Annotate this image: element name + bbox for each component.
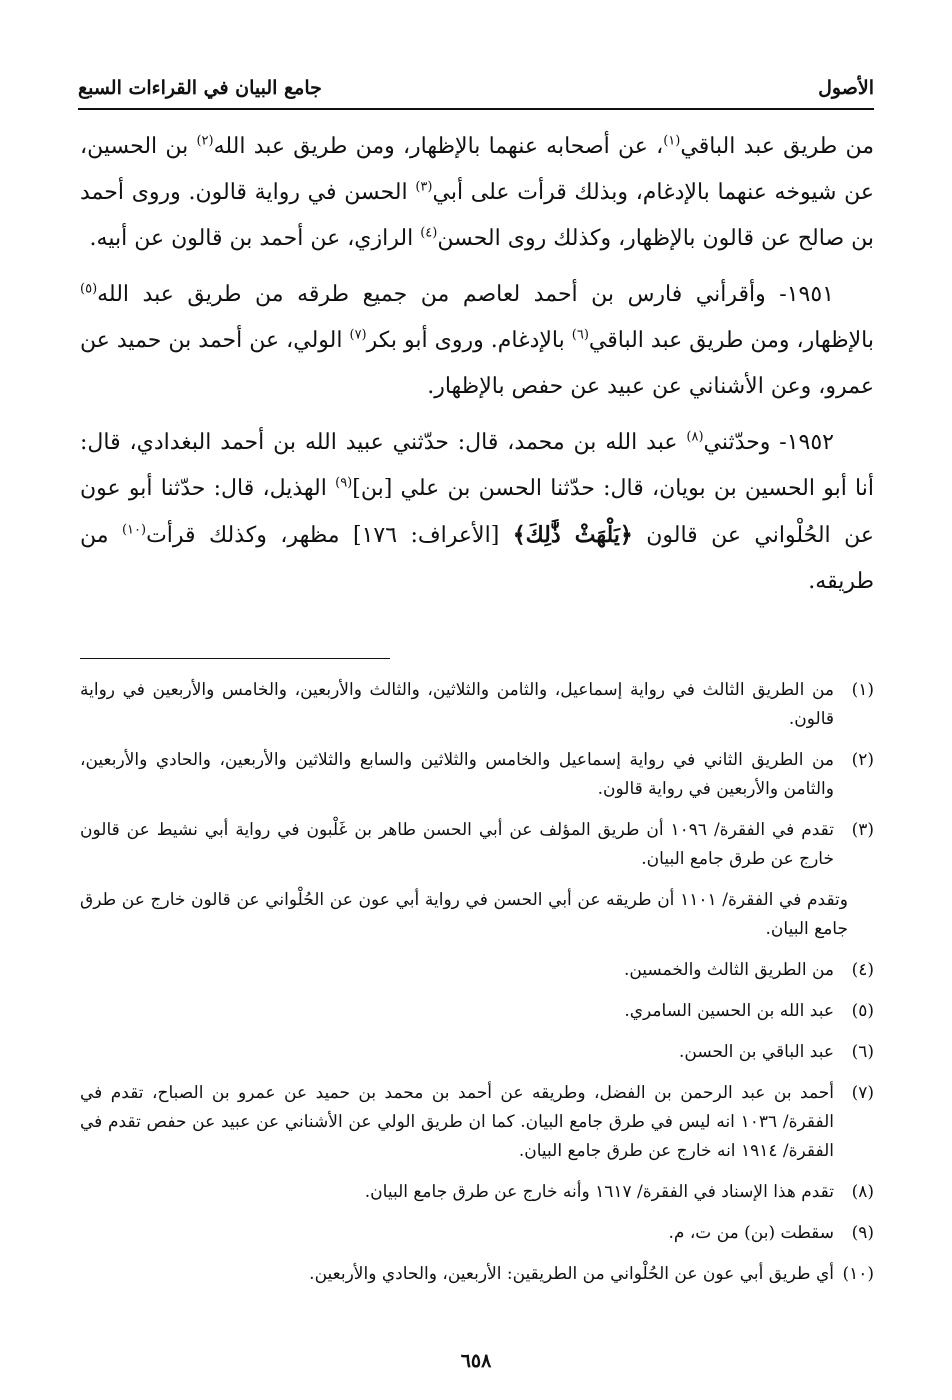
text-run: ، عن أصحابه عنهما بالإظهار، ومن طريق عبد الله	[213, 134, 664, 159]
text-run: الهذيل، قال: حدّثنا أبو عون عن الحُلْواني عن قالون	[80, 476, 874, 548]
footnote-text: عبد الله بن الحسين السامري.	[624, 1001, 834, 1021]
footnote-text: سقطت (بن) من ت، م.	[668, 1223, 834, 1243]
footnote-ref: (٩)	[335, 475, 353, 491]
footnote-text: وتقدم في الفقرة/ ١١٠١ أن طريقه عن أبي الحسن في رواية أبي عون عن الحُلْواني عن قالون خارج عن طرق جامع البيان.	[80, 890, 848, 939]
text-run: من طريق عبد الباقي	[680, 134, 874, 159]
book-title: جامع البيان في القراءات السبع	[78, 77, 322, 99]
footnotes	[80, 676, 874, 1301]
footnote-number: (٧)	[851, 1083, 874, 1103]
footnote	[80, 1038, 874, 1067]
text-run: [الأعراف: ١٧٦] مظهر، وكذلك قرأت	[146, 523, 513, 548]
running-header	[78, 70, 874, 106]
footnote-number: (٤)	[851, 960, 874, 980]
text-run: بن الحسين، عن شيوخه عنهما بالإدغام، وبذلك قرأت على أبي	[80, 134, 874, 205]
footnote-ref: (٤)	[420, 225, 438, 241]
footnote-ref: (٨)	[686, 429, 704, 445]
quran-verse: ﴿يَلْهَثْ ذَّٰلِكَ﴾	[512, 522, 633, 548]
footnote-text: تقدم في الفقرة/ ١٠٩٦ أن طريق المؤلف عن أبي الحسن طاهر بن غَلْبون في رواية أبي نشيط عن قالون خارج عن طرق جامع البيان.	[80, 820, 834, 869]
text-run: من طريقه.	[80, 523, 874, 594]
footnote	[80, 1219, 874, 1248]
paragraph-1	[80, 124, 874, 262]
footnote	[80, 676, 874, 734]
footnote	[80, 746, 874, 804]
footnote-ref: (٣)	[415, 179, 433, 195]
footnote-number: (٥)	[851, 1001, 874, 1021]
text-run: ١٩٥١- وأقرأني فارس بن أحمد لعاصم من جميع طرقه من طريق عبد الله	[97, 282, 834, 307]
footnote-ref: (١)	[663, 133, 681, 149]
footnote-text: من الطريق الثالث والخمسين.	[623, 960, 834, 980]
footnote-number: (١٠)	[842, 1264, 874, 1284]
text-run: بالإدغام. وروى أبو بكر	[366, 328, 572, 353]
footnote	[80, 956, 874, 985]
footnote-number: (٣)	[851, 820, 874, 840]
footnote-number: (٩)	[851, 1223, 874, 1243]
footnote-text: أحمد بن عبد الرحمن بن الفضل، وطريقه عن أحمد بن محمد بن حميد عن عمرو بن الصباح، تقدم في الفقرة/ ١٠٣٦ انه ليس في طرق جامع البيان. كما ان طريق الولي عن الأشناني عن عبيد عن حفص تقدم في الفقرة/ ١٩١٤ انه خارج عن طرق جامع البيان.	[80, 1083, 834, 1161]
footnote-text: أي طريق أبي عون عن الحُلْواني من الطريقين: الأربعين، والحادي والأربعين.	[309, 1264, 834, 1284]
footnote-text: من الطريق الثاني في رواية إسماعيل والخامس والثلاثين والسابع والثلاثين والأربعين، والحادي والأربعين، والثامن والأربعين في رواية قالون.	[80, 750, 834, 799]
footnote-ref: (٧)	[349, 327, 367, 343]
footnote-text: تقدم هذا الإسناد في الفقرة/ ١٦١٧ وأنه خارج عن طرق جامع البيان.	[364, 1182, 834, 1202]
footnote-number: (٦)	[851, 1042, 874, 1062]
footnote-text: عبد الباقي بن الحسن.	[679, 1042, 834, 1062]
footnote-number: (٨)	[851, 1182, 874, 1202]
footnote	[80, 1260, 874, 1289]
footnote-ref: (١٠)	[121, 522, 147, 538]
footnote-number: (٢)	[851, 750, 874, 770]
footnote-text: من الطريق الثالث في رواية إسماعيل، والثامن والثلاثين، والثالث والأربعين، والخامس والأربعين في رواية قالون.	[80, 680, 834, 729]
footnote	[80, 1079, 874, 1166]
footnote-continuation	[80, 886, 874, 944]
footnote	[80, 816, 874, 874]
text-run: ١٩٥٢- وحدّثني	[703, 430, 834, 455]
footnote	[80, 1178, 874, 1207]
paragraph-1951	[80, 272, 874, 410]
main-text	[80, 124, 874, 615]
footnote-ref: (٢)	[196, 133, 214, 149]
page-number: ٦٥٨	[460, 1350, 492, 1372]
text-run: الرازي، عن أحمد بن قالون عن أبيه.	[89, 226, 421, 251]
text-run: الحسن في رواية قالون. وروى أحمد بن صالح عن قالون بالإظهار، وكذلك روى الحسن	[80, 180, 874, 251]
text-run: عبد الله بن محمد، قال: حدّثني عبيد الله بن أحمد البغدادي، قال: أنا أبو الحسين بن بويان، قال: حدّثنا الحسن بن علي [بن]	[80, 430, 874, 501]
footnote	[80, 997, 874, 1026]
footnote-ref: (٥)	[80, 281, 98, 297]
header-rule	[78, 108, 874, 110]
section-title: الأصول	[818, 77, 874, 99]
footnote-separator	[80, 658, 390, 659]
text-run: الولي، عن أحمد بن حميد عن عمرو، وعن الأشناني عن عبيد عن حفص بالإظهار.	[80, 328, 874, 399]
footnote-ref: (٦)	[571, 327, 589, 343]
footnote-number: (١)	[851, 680, 874, 700]
text-run: بالإظهار، ومن طريق عبد الباقي	[588, 328, 874, 353]
paragraph-1952	[80, 420, 874, 605]
